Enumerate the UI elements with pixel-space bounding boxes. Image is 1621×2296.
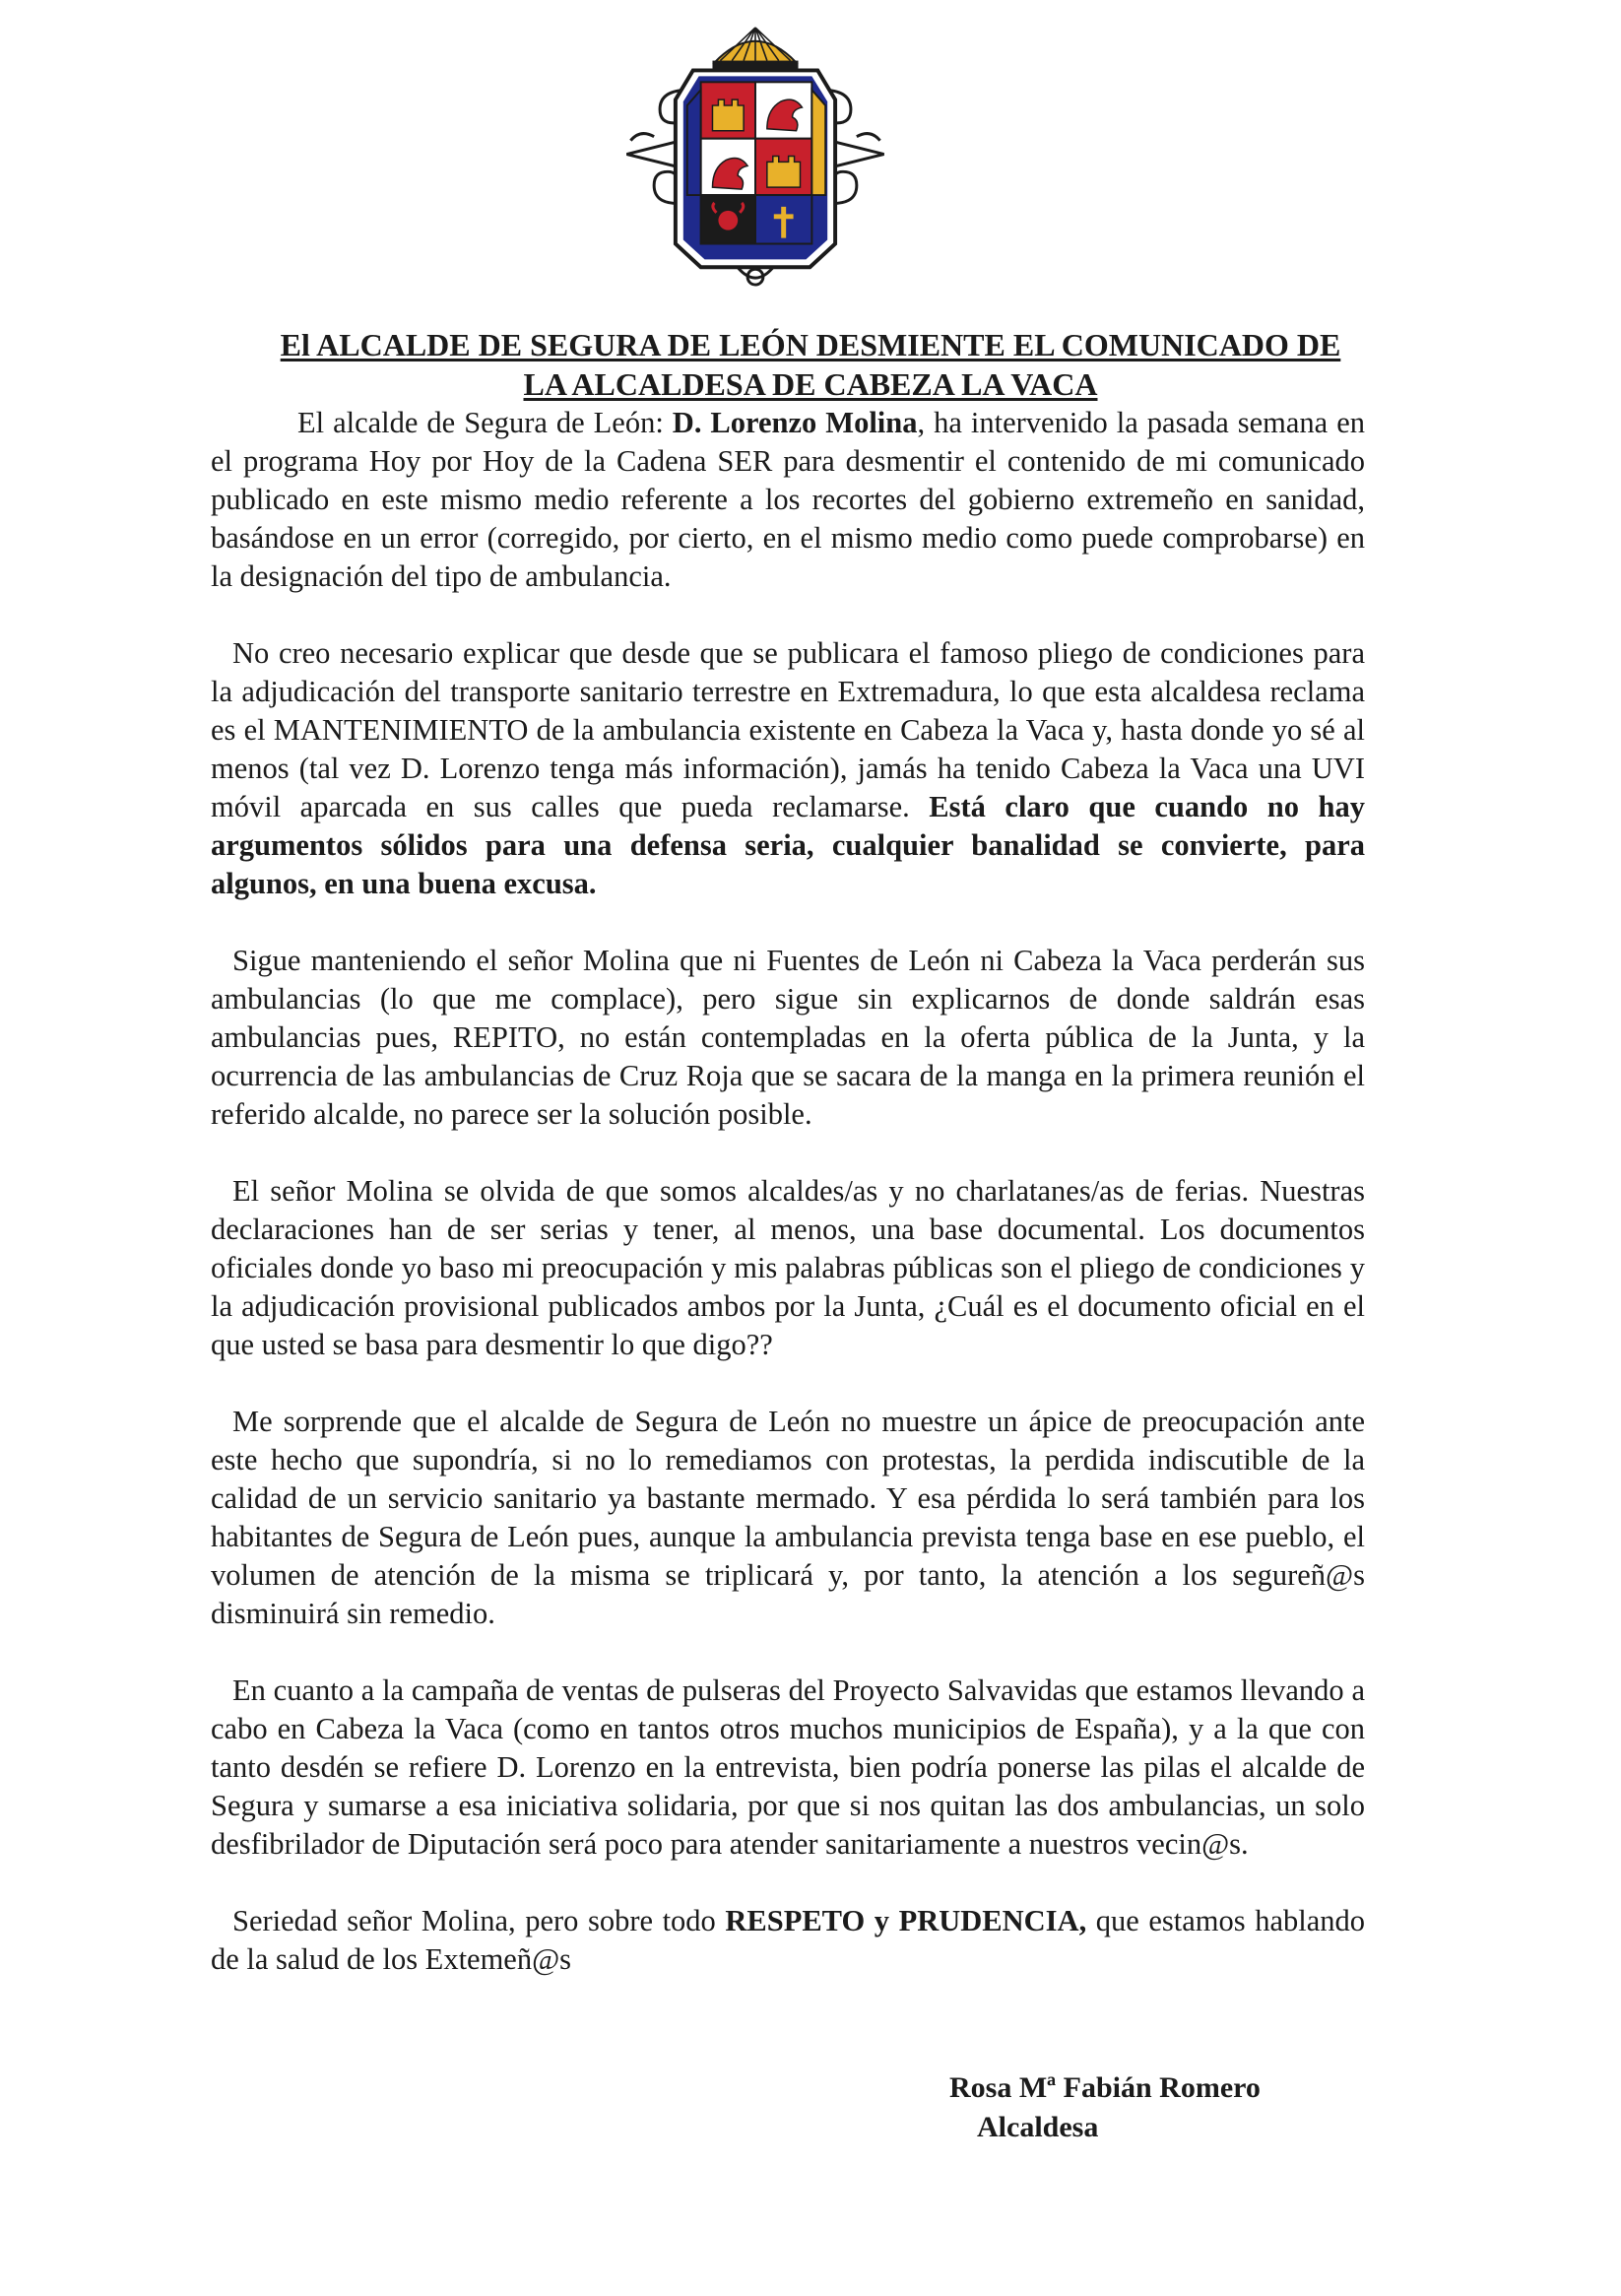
paragraph-1 xyxy=(211,404,1365,596)
paragraph-3: Sigue manteniendo el señor Molina que ni Fuentes de León ni Cabeza la Vaca perderán sus ambulancias (lo que me complace), pero sigue sin explicarnos de donde saldrán esas ambulancias pues, REPITO, no están contempladas en la oferta pública de la Junta, y la ocurrencia de las ambulancias de Cruz Roja que se sacara de la manga en la primera reunión el referido alcalde, no parece ser la solución posible. xyxy=(211,944,1365,1131)
document-title xyxy=(158,325,1463,404)
paragraph-7-text-c: que estamos hablando de la salud de los Extemeñ@s xyxy=(211,1904,1365,1976)
coat-of-arms-emblem xyxy=(618,22,892,290)
signature-block xyxy=(949,2068,1343,2147)
paragraph-1-bold-name: D. Lorenzo Molina xyxy=(672,406,918,439)
signature-role: Alcaldesa xyxy=(977,2111,1099,2143)
title-line-1: El ALCALDE DE SEGURA DE LEÓN DESMIENTE EL COMUNICADO DE xyxy=(280,327,1341,362)
title-line-2: LA ALCALDESA DE CABEZA LA VACA xyxy=(523,366,1098,402)
paragraph-1-text-c: , ha intervenido la pasada semana en el programa Hoy por Hoy de la Cadena SER para desmentir el contenido de mi comunicado publicado en este mismo medio referente a los recortes del gobierno extremeño en sanidad, basándose en un error (corregido, por cierto, en el mismo medio como puede comprobarse) en la designación del tipo de ambulancia. xyxy=(211,406,1365,593)
paragraph-2 xyxy=(211,634,1365,903)
paragraph-4: El señor Molina se olvida de que somos alcaldes/as y no charlatanes/as de ferias. Nuestras declaraciones han de ser serias y tener, al menos, una base documental. Los documentos oficiales donde yo baso mi preocupación y mis palabras públicas son el pliego de condiciones y la adjudicación provisional publicados ambos por la Junta, ¿Cuál es el documento oficial en el que usted se basa para desmentir lo que digo?? xyxy=(211,1174,1365,1361)
paragraph-6: En cuanto a la campaña de ventas de pulseras del Proyecto Salvavidas que estamos llevando a cabo en Cabeza la Vaca (como en tantos otros muchos municipios de España), y a la que con tanto desdén se refiere D. Lorenzo en la entrevista, bien podría ponerse las pilas el alcalde de Segura y sumarse a esa iniciativa solidaria, por que si nos quitan las dos ambulancias, un solo desfibrilador de Diputación será poco para atender sanitariamente a nuestros vecin@s. xyxy=(211,1673,1365,1861)
paragraph-2-text-a: No creo necesario explicar que desde que se publicara el famoso pliego de condiciones para la adjudicación del transporte sanitario terrestre en Extremadura, lo que esta alcaldesa reclama es el MANTENIMIENTO de la ambulancia existente en Cabeza la Vaca y, hasta donde yo sé al menos (tal vez D. Lorenzo tenga más información), jamás ha tenido Cabeza la Vaca una UVI móvil aparcada en sus calles que pueda reclamarse. xyxy=(211,636,1365,823)
document-body xyxy=(211,404,1365,1979)
signature-name: Rosa Mª Fabián Romero xyxy=(949,2071,1261,2104)
paragraph-7-bold-text: RESPETO y PRUDENCIA, xyxy=(725,1904,1087,1937)
paragraph-7-text-a: Seriedad señor Molina, pero sobre todo xyxy=(232,1904,726,1937)
paragraph-5: Me sorprende que el alcalde de Segura de León no muestre un ápice de preocupación ante este hecho que supondría, si no lo remediamos con protestas, la perdida indiscutible de la calidad de un servicio sanitario ya bastante mermado. Y esa pérdida lo será también para los habitantes de Segura de León pues, aunque la ambulancia prevista tenga base en ese pueblo, el volumen de atención de la misma se triplicará y, por tanto, la atención a los segureñ@s disminuirá sin remedio. xyxy=(211,1405,1365,1630)
paragraph-2-bold-text: Está claro que cuando no hay argumentos sólidos para una defensa seria, cualquier banalidad se convierte, para algunos, en una buena excusa. xyxy=(211,790,1365,900)
paragraph-7 xyxy=(211,1902,1365,1979)
paragraph-1-text-a: El alcalde de Segura de León: xyxy=(297,406,673,439)
crown-fan xyxy=(712,28,798,71)
shield-quarters xyxy=(687,82,825,243)
